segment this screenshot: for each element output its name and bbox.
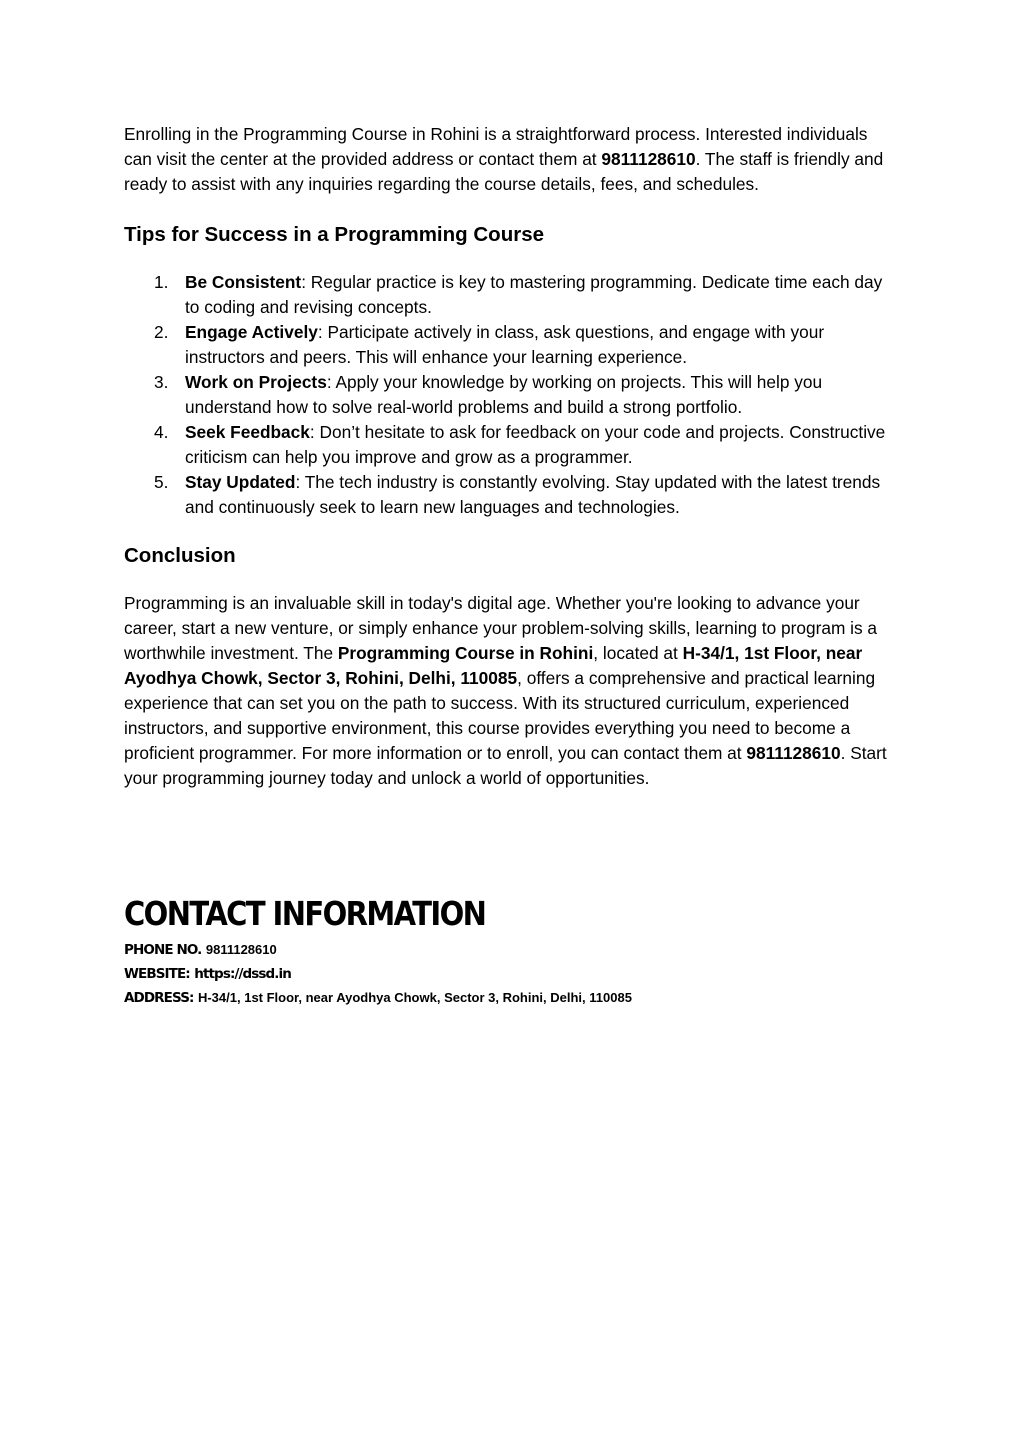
contact-address-row [124,988,924,1008]
intro-text-start: Enrolling in the Programming Course in Rohini is a straightforward process. Interested individuals can visit the center at the provided address or contact them at [124,124,868,169]
conclusion-phone: 9811128610 [746,743,841,763]
list-item [124,270,894,320]
list-item-title: Seek Feedback [185,422,310,442]
list-item [124,470,894,520]
list-item-number: 3. [154,372,169,392]
conclusion-text-3: , offers a comprehensive and practical learning experience that can set you on the path to success. With its structured curriculum, experienced instructors, and supportive environment, this course provides everything you need to become a proficient programmer. For more information or to enroll, you can contact them at [124,668,876,763]
intro-phone: 9811128610 [601,149,696,169]
list-item-number: 5. [154,472,169,492]
list-item-text: : Regular practice is key to mastering programming. Dedicate time each day to coding and revising concepts. [185,272,883,317]
website-link[interactable]: https://dssd.in [194,966,291,982]
tips-heading: Tips for Success in a Programming Course [124,223,544,246]
tips-list [124,270,894,520]
list-item-title: Be Consistent [185,272,302,292]
list-item [124,370,894,420]
conclusion-text-1: Programming is an invaluable skill in today's digital age. Whether you're looking to advance your career, start a new venture, or simply enhance your problem-solving skills, learning to program is a worthwhile investment. The [124,593,878,663]
address-label: ADDRESS: [124,990,194,1006]
address-value: H-34/1, 1st Floor, near Ayodhya Chowk, Sector 3, Rohini, Delhi, 110085 [197,990,632,1005]
conclusion-heading: Conclusion [124,544,236,567]
phone-label: PHONE NO. [124,942,202,958]
list-item-text: : Apply your knowledge by working on projects. This will help you understand how to solve real-world problems and build a strong portfolio. [185,372,823,417]
list-item-text: : Don’t hesitate to ask for feedback on your code and projects. Constructive criticism can help you improve and grow as a programmer. [185,422,886,467]
conclusion-paragraph [124,591,894,791]
list-item-number: 2. [154,322,169,342]
conclusion-text-4: . Start your programming journey today and unlock a world of opportunities. [124,743,887,788]
list-item [124,320,894,370]
list-item-number: 1. [154,272,169,292]
phone-value: 9811128610 [205,942,277,957]
website-label: WEBSITE: [124,966,190,982]
contact-section [124,893,924,1008]
contact-phone-row [124,940,924,960]
list-item-text: : The tech industry is constantly evolving. Stay updated with the latest trends and continuously seek to learn new languages and technologies. [185,472,881,517]
list-item-title: Work on Projects [185,372,327,392]
contact-title: CONTACT INFORMATION [124,894,486,934]
conclusion-address: H-34/1, 1st Floor, near Ayodhya Chowk, Sector 3, Rohini, Delhi, 110085 [124,643,863,688]
intro-paragraph [124,122,894,197]
conclusion-text-2: , located at [593,643,683,663]
list-item [124,420,894,470]
conclusion-course-name: Programming Course in Rohini [337,643,594,663]
document-body [124,122,894,791]
list-item-number: 4. [154,422,169,442]
list-item-title: Stay Updated [185,472,296,492]
list-item-title: Engage Actively [185,322,318,342]
contact-website-row [124,964,924,984]
intro-text-end: . The staff is friendly and ready to assist with any inquiries regarding the course details, fees, and schedules. [124,149,884,194]
list-item-text: : Participate actively in class, ask questions, and engage with your instructors and peers. This will enhance your learning experience. [185,322,825,367]
